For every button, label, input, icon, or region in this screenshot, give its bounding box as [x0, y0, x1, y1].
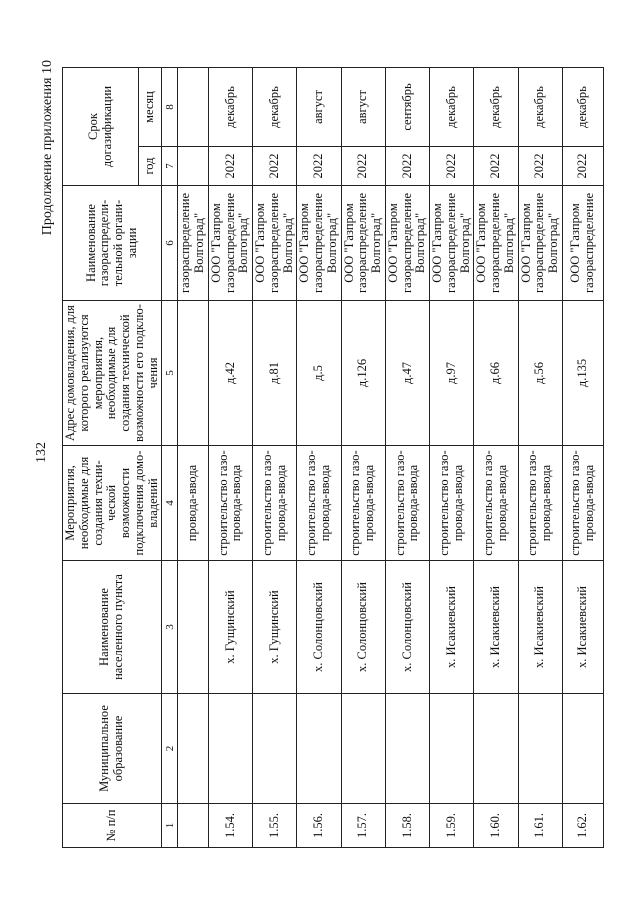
row-municipality: [208, 694, 252, 804]
row-measure: строительство газо-провода-ввода: [518, 446, 562, 561]
row-month: декабрь: [562, 68, 603, 147]
col-number: 3: [162, 561, 178, 694]
header-municipality: Муниципальное образование: [63, 694, 162, 804]
row-settlement: х. Исакиевский: [518, 561, 562, 694]
row-municipality: [253, 694, 297, 804]
appendix-title: Продолжение приложения 10: [40, 60, 55, 236]
row-year: 2022: [518, 147, 562, 186]
row-address: д.42: [208, 301, 252, 446]
row-month: август: [341, 68, 385, 147]
col-number: 8: [162, 68, 178, 147]
row-settlement: х. Солонцовский: [297, 561, 341, 694]
row-municipality: [341, 694, 385, 804]
row-gas-org: ООО "Газпром газораспределение Волгоград": [430, 186, 474, 301]
row-measure: строительство газо-провода-ввода: [474, 446, 518, 561]
row-measure: строительство газо-провода-ввода: [562, 446, 603, 561]
col-number: 4: [162, 446, 178, 561]
table-row: [297, 68, 341, 848]
row-municipality: [385, 694, 429, 804]
row-municipality: [518, 694, 562, 804]
table-row: [430, 68, 474, 848]
header-year: год: [139, 147, 162, 186]
row-address: д.5: [297, 301, 341, 446]
col-number: 5: [162, 301, 178, 446]
col-number: 1: [162, 804, 178, 848]
table-row: [341, 68, 385, 848]
row-number: 1.57.: [341, 804, 385, 848]
row-measure: строительство газо-провода-ввода: [341, 446, 385, 561]
col-number: 2: [162, 694, 178, 804]
table-row: [385, 68, 429, 848]
row-month: сентябрь: [385, 68, 429, 147]
row-month: декабрь: [518, 68, 562, 147]
header-measures: Мероприятия, необходимые для создания техни-ческой возможности подключения домо-владений: [63, 446, 162, 561]
col-number: 7: [162, 147, 178, 186]
row-address: д.97: [430, 301, 474, 446]
row-municipality: [297, 694, 341, 804]
row-gas-org: ООО "Газпром газораспределение Волгоград": [341, 186, 385, 301]
row-month: декабрь: [208, 68, 252, 147]
row-municipality: [430, 694, 474, 804]
row-measure: строительство газо-провода-ввода: [430, 446, 474, 561]
row-number: 1.56.: [297, 804, 341, 848]
continuation-org: газораспределение Волгоград": [178, 186, 209, 301]
row-number: 1.61.: [518, 804, 562, 848]
row-settlement: х. Солонцовский: [341, 561, 385, 694]
row-number: 1.59.: [430, 804, 474, 848]
row-year: 2022: [562, 147, 603, 186]
row-gas-org: ООО "Газпром газораспределение Волгоград": [208, 186, 252, 301]
gasification-table: [62, 67, 604, 848]
row-measure: строительство газо-провода-ввода: [385, 446, 429, 561]
row-year: 2022: [430, 147, 474, 186]
row-settlement: х. Солонцовский: [385, 561, 429, 694]
row-month: август: [297, 68, 341, 147]
row-address: д.135: [562, 301, 603, 446]
row-settlement: х. Исакиевский: [562, 561, 603, 694]
table-body: [208, 68, 603, 848]
header-gas-org: Наименование газораспредели-тельной органи-зации: [63, 186, 162, 301]
continuation-row: [178, 68, 209, 848]
page-number: 132: [34, 442, 49, 463]
row-gas-org: ООО "Газпром газораспределение: [562, 186, 603, 301]
row-year: 2022: [341, 147, 385, 186]
row-year: 2022: [385, 147, 429, 186]
row-settlement: х. Гущинский: [253, 561, 297, 694]
row-number: 1.60.: [474, 804, 518, 848]
row-measure: строительство газо-провода-ввода: [297, 446, 341, 561]
row-settlement: х. Гущинский: [208, 561, 252, 694]
row-address: д.56: [518, 301, 562, 446]
row-month: декабрь: [474, 68, 518, 147]
row-number: 1.54.: [208, 804, 252, 848]
row-number: 1.58.: [385, 804, 429, 848]
row-gas-org: ООО "Газпром газораспределение Волгоград": [518, 186, 562, 301]
row-month: декабрь: [430, 68, 474, 147]
table-row: [253, 68, 297, 848]
row-month: декабрь: [253, 68, 297, 147]
row-address: д.81: [253, 301, 297, 446]
row-number: 1.62.: [562, 804, 603, 848]
row-year: 2022: [253, 147, 297, 186]
table-row: [474, 68, 518, 848]
header-settlement: Наименование населенного пункта: [63, 561, 162, 694]
table-row: [562, 68, 603, 848]
row-gas-org: ООО "Газпром газораспределение Волгоград": [385, 186, 429, 301]
col-number: 6: [162, 186, 178, 301]
header-month: месяц: [139, 68, 162, 147]
row-municipality: [562, 694, 603, 804]
row-municipality: [474, 694, 518, 804]
table-row: [518, 68, 562, 848]
row-measure: строительство газо-провода-ввода: [208, 446, 252, 561]
row-gas-org: ООО "Газпром газораспределение Волгоград": [474, 186, 518, 301]
row-year: 2022: [208, 147, 252, 186]
row-gas-org: ООО "Газпром газораспределение Волгоград": [253, 186, 297, 301]
header-deadline: Срок догазификации: [63, 68, 139, 186]
row-address: д.47: [385, 301, 429, 446]
header-address: Адрес домовладения, для которого реализуются мероприятия, необходимые для создания технической возможности его подклю-чения: [63, 301, 162, 446]
row-year: 2022: [297, 147, 341, 186]
row-settlement: х. Исакиевский: [474, 561, 518, 694]
continuation-measure: провода-ввода: [178, 446, 209, 561]
row-gas-org: ООО "Газпром газораспределение Волгоград": [297, 186, 341, 301]
row-measure: строительство газо-провода-ввода: [253, 446, 297, 561]
row-settlement: х. Исакиевский: [430, 561, 474, 694]
table-row: [208, 68, 252, 848]
row-address: д.66: [474, 301, 518, 446]
row-number: 1.55.: [253, 804, 297, 848]
row-year: 2022: [474, 147, 518, 186]
header-num: № п/п: [63, 804, 162, 848]
row-address: д.126: [341, 301, 385, 446]
